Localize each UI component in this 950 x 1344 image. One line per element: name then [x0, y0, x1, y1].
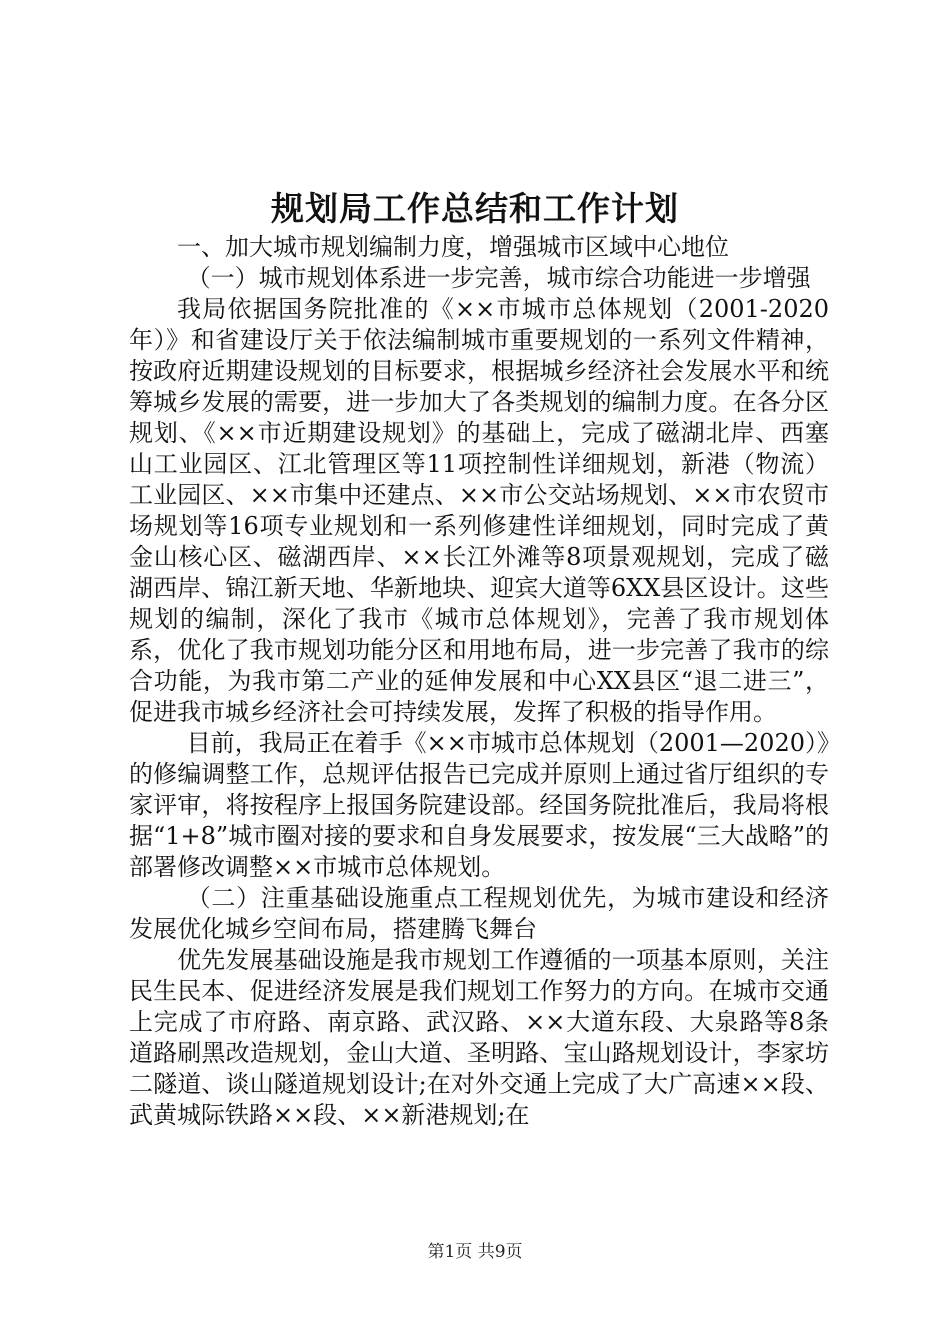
subsection-heading: （一）城市规划体系进一步完善，城市综合功能进一步增强: [186, 264, 811, 292]
body-paragraph: 目前，我局正在着手《××市城市总体规划（2001—2020）》的修编调整工作，总规评估报告已完成并原则上通过省厅组织的专家评审，将按程序上报国务院建设部。经国务院批准后，我局将根据“1+8”城市圈对接的要求和自身发展要求，按发展“三大战略”的部署修改调整××市城市总体规划。: [129, 729, 829, 881]
subsection-heading: （二）注重基础设施重点工程规划优先，为城市建设和经济发展优化城乡空间布局，搭建腾飞舞台: [129, 884, 829, 943]
section-heading: 一、加大城市规划编制力度，增强城市区域中心地位: [177, 233, 729, 261]
body-paragraph: 我局依据国务院批准的《××市城市总体规划（2001-2020年）》和省建设厅关于依法编制城市重要规划的一系列文件精神，按政府近期建设规划的目标要求，根据城乡经济社会发展水平和统筹城乡发展的需要，进一步加大了各类规划的编制力度。在各分区规划、《××市近期建设规划》的基础上，完成了磁湖北岸、西塞山工业园区、江北管理区等11项控制性详细规划，新港（物流）工业园区、××市集中还建点、××市公交站场规划、××市农贸市场规划等16项专业规划和一系列修建性详细规划，同时完成了黄金山核心区、磁湖西岸、××长江外滩等8项景观规划，完成了磁湖西岸、锦江新天地、华新地块、迎宾大道等6XX县区设计。这些规划的编制，深化了我市《城市总体规划》，完善了我市规划体系，优化了我市规划功能分区和用地布局，进一步完善了我市的综合功能，为我市第二产业的延伸发展和中心XX县区“退二进三”，促进我市城乡经济社会可持续发展，发挥了积极的指导作用。: [129, 295, 829, 726]
body-paragraph: 优先发展基础设施是我市规划工作遵循的一项基本原则，关注民生民本、促进经济发展是我们规划工作努力的方向。在城市交通上完成了市府路、南京路、武汉路、××大道东段、大泉路等8条道路刷黑改造规划，金山大道、圣明路、宝山路规划设计，李家坊二隧道、谈山隧道规划设计;在对外交通上完成了大广高速××段、武黄城际铁路××段、××新港规划;在: [129, 946, 829, 1129]
document-body: [129, 232, 829, 1131]
document-title: 规划局工作总结和工作计划: [271, 189, 679, 228]
page-number: 第1页 共9页: [427, 1242, 523, 1262]
